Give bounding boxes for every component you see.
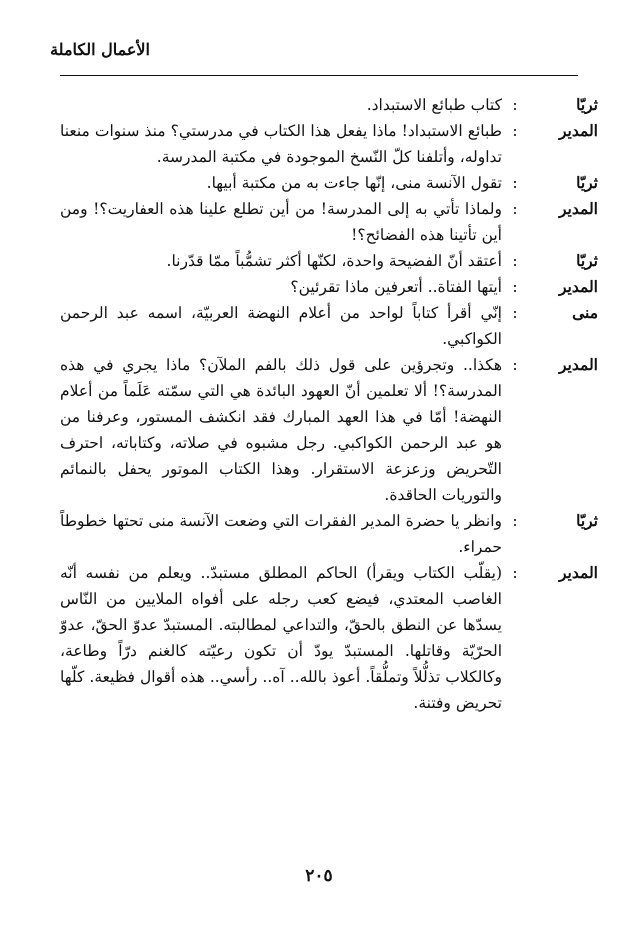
page-number: ٢٠٥ bbox=[305, 866, 333, 886]
speaker-colon: : bbox=[512, 564, 518, 582]
dialogue-line bbox=[60, 92, 598, 118]
dialogue-line bbox=[60, 508, 598, 560]
dialogue-text: (يقلّب الكتاب ويقرأ) الحاكم المطلق مستبدّ.. ويعلم من نفسه أنّه الغاصب المعتدي، فيضع كعب رجله على أفواه الملايين من النّاس يسدّها عن النطق بالحقّ، والتداعي لمطالبته. المستبدّ عدوّ الحقّ، عدوّ الحرّيّة وقاتلها. المستبدّ يودّ أن تكون رعيّته كالغنم درّاً وطاعة، وكالكلاب تذلُّلاً وتملُّقاً. أعوذ بالله.. آه.. رأسي.. هذه أقوال فظيعة. كلّها تحريض وفتنة. bbox=[60, 564, 502, 712]
dialogue-text: تقول الآنسة منى، إنّها جاءت به من مكتبة أبيها. bbox=[206, 174, 502, 192]
speaker-name: المدير bbox=[559, 563, 598, 582]
speaker-name: المدير bbox=[559, 121, 598, 140]
dialogue-line bbox=[60, 196, 598, 248]
dialogue-line bbox=[60, 352, 598, 508]
dialogue-text: طبائع الاستبداد! ماذا يفعل هذا الكتاب في مدرستي؟ منذ سنوات منعنا تداوله، وأتلفنا كلّ النّسخ الموجودة في مكتبة المدرسة. bbox=[60, 122, 502, 166]
dialogue-line bbox=[60, 300, 598, 352]
dialogue-text: وانظر يا حضرة المدير الفقرات التي وضعت الآنسة منى تحتها خطوطاً حمراء. bbox=[60, 512, 502, 556]
dialogue-line bbox=[60, 118, 598, 170]
dialogue-text: أعتقد أنّ الفضيحة واحدة، لكنّها أكثر تشمُّباً ممّا قدّرنا. bbox=[166, 252, 502, 270]
dialogue-line bbox=[60, 560, 598, 716]
speaker-name: ثريّا bbox=[576, 95, 598, 114]
dialogue-text: ولماذا تأتي به إلى المدرسة! من أين تطلع علينا هذه العفاريت؟! ومن أين تأتينا هذه الفضائح؟! bbox=[60, 200, 502, 244]
speaker-colon: : bbox=[512, 174, 518, 192]
speaker-colon: : bbox=[512, 356, 518, 374]
running-head: الأعمال الكاملة bbox=[50, 40, 150, 59]
dialogue-text: هكذا.. وتجرؤين على قول ذلك بالفم الملآن؟ ماذا يجري في هذه المدرسة؟! ألا تعلمين أنّ العهود البائدة هي التي سمّته عَلَماً من أعلام النهضة! أمّا في هذا العهد المبارك فقد انكشف المستور، وعرفنا من هو عبد الرحمن الكواكبي. رجل مشبوه في صلاته، وكتاباته، احترف التّحريض وزعزعة الاستقرار. وهذا الكتاب الموتور يحفل بالنمائم والتوريات الحاقدة. bbox=[60, 356, 502, 504]
header-rule bbox=[60, 75, 578, 76]
speaker-name: ثريّا bbox=[576, 173, 598, 192]
speaker-name: المدير bbox=[559, 199, 598, 218]
speaker-colon: : bbox=[512, 512, 518, 530]
speaker-colon: : bbox=[512, 278, 518, 296]
speaker-colon: : bbox=[512, 304, 518, 322]
speaker-colon: : bbox=[512, 122, 518, 140]
speaker-name: ثريّا bbox=[576, 251, 598, 270]
dialogue-text: إنّي أقرأ كتاباً لواحد من أعلام النهضة العربيّة، اسمه عبد الرحمن الكواكبي. bbox=[60, 304, 502, 348]
dialogue-line bbox=[60, 170, 598, 196]
dialogue-line bbox=[60, 274, 598, 300]
speaker-name: منى bbox=[572, 303, 598, 322]
dialogue-text: كتاب طبائع الاستبداد. bbox=[366, 96, 502, 114]
speaker-colon: : bbox=[512, 96, 518, 114]
speaker-colon: : bbox=[512, 200, 518, 218]
speaker-colon: : bbox=[512, 252, 518, 270]
dialogue-text: أيتها الفتاة.. أتعرفين ماذا تقرئين؟ bbox=[290, 278, 502, 296]
speaker-name: المدير bbox=[559, 277, 598, 296]
dialogue-line bbox=[60, 248, 598, 274]
dialogue bbox=[60, 92, 598, 716]
speaker-name: ثريّا bbox=[576, 511, 598, 530]
speaker-name: المدير bbox=[559, 355, 598, 374]
